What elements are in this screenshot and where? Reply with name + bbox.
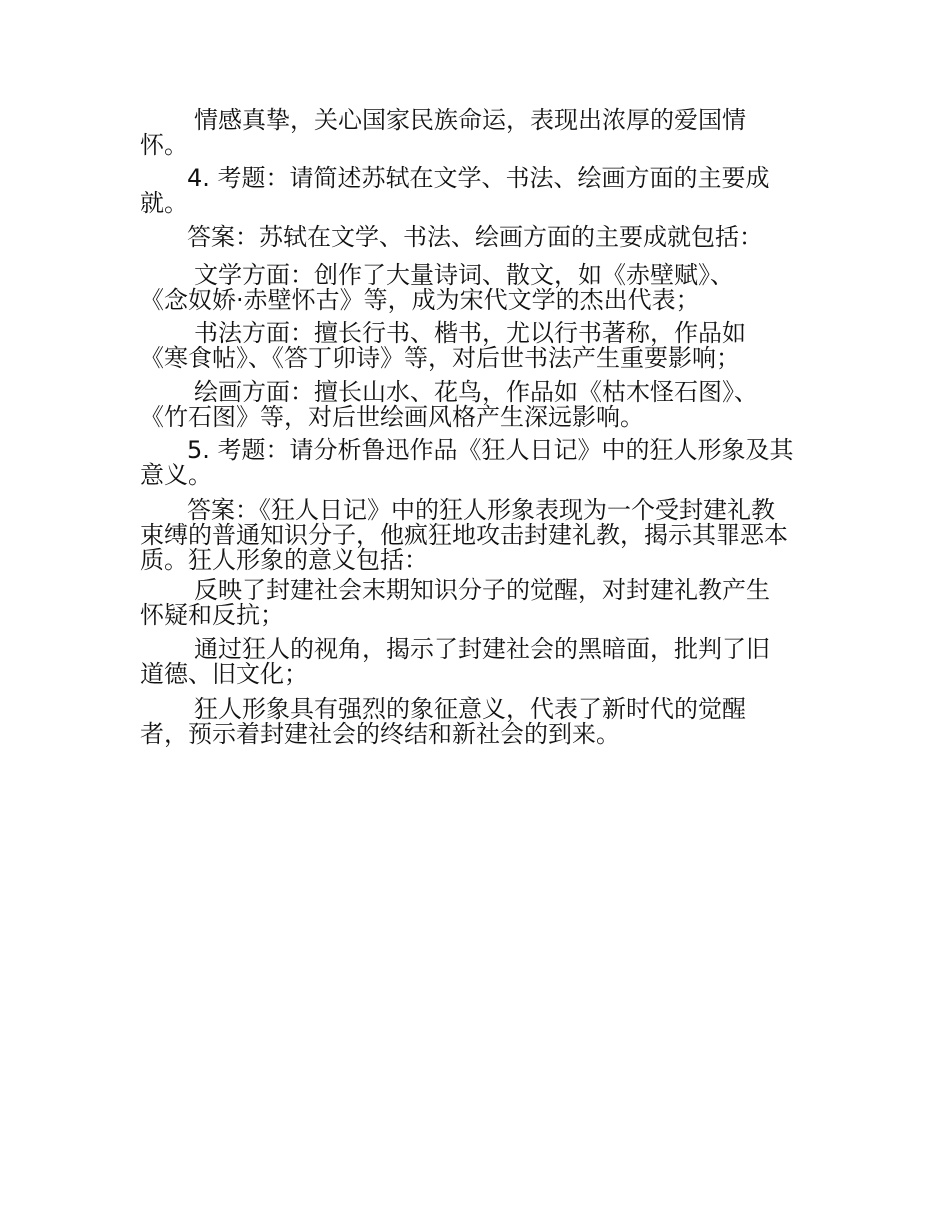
paragraph-line: 《念奴娇·赤壁怀古》等，成为宋代文学的杰出代表； bbox=[140, 286, 700, 314]
paragraph-line: 绘画方面：擅长山水、花鸟，作品如《枯木怪石图》、 bbox=[194, 378, 758, 406]
paragraph-line: 通过狂人的视角，揭示了封建社会的黑暗面，批判了旧 bbox=[194, 635, 770, 663]
paragraph-line: 者，预示着封建社会的终结和新社会的到来。 bbox=[140, 720, 620, 748]
question-5 bbox=[140, 438, 820, 488]
paragraph-line: 文学方面：创作了大量诗词、散文，如《赤壁赋》、 bbox=[194, 261, 734, 289]
answer-4-painting bbox=[140, 380, 820, 430]
paragraph-line: 答案：《狂人日记》中的狂人形象表现为一个受封建礼教 bbox=[187, 496, 775, 524]
paragraph-line: 束缚的普通知识分子，他疯狂地攻击封建礼教，揭示其罪恶本 bbox=[140, 521, 788, 549]
paragraph-line: 意义。 bbox=[140, 461, 212, 489]
answer-5-awakening bbox=[140, 578, 820, 628]
paragraph-line: 道德、旧文化； bbox=[140, 660, 308, 688]
paragraph-line: 书法方面：擅长行书、楷书，尤以行书著称，作品如 bbox=[194, 319, 746, 347]
answer-5-darkness bbox=[140, 637, 820, 687]
answer-4-literature bbox=[140, 263, 820, 313]
paragraph-line: 答案：苏轼在文学、书法、绘画方面的主要成就包括： bbox=[187, 223, 763, 251]
paragraph-line: 反映了封建社会末期知识分子的觉醒，对封建礼教产生 bbox=[194, 576, 770, 604]
answer-4-intro bbox=[140, 225, 820, 250]
paragraph-line: 狂人形象具有强烈的象征意义，代表了新时代的觉醒 bbox=[194, 695, 746, 723]
question-4 bbox=[140, 166, 820, 216]
paragraph-line: 就。 bbox=[140, 189, 188, 217]
paragraph-line: 质。狂人形象的意义包括： bbox=[140, 546, 428, 574]
paragraph-patriotism bbox=[140, 108, 820, 158]
paragraph-line: 5. 考题：请分析鲁迅作品《狂人日记》中的狂人形象及其 bbox=[187, 436, 794, 464]
paragraph-line: 怀。 bbox=[140, 131, 188, 159]
paragraph-line: 情感真挚，关心国家民族命运，表现出浓厚的爱国情 bbox=[194, 106, 746, 134]
answer-4-calligraphy bbox=[140, 321, 820, 371]
paragraph-line: 4. 考题：请简述苏轼在文学、书法、绘画方面的主要成 bbox=[187, 164, 770, 192]
paragraph-line: 怀疑和反抗； bbox=[140, 601, 284, 629]
paragraph-line: 《竹石图》等，对后世绘画风格产生深远影响。 bbox=[140, 403, 644, 431]
answer-5-intro bbox=[140, 498, 820, 573]
answer-5-symbolism bbox=[140, 697, 820, 747]
paragraph-line: 《寒食帖》、《答丁卯诗》等，对后世书法产生重要影响； bbox=[140, 344, 740, 372]
